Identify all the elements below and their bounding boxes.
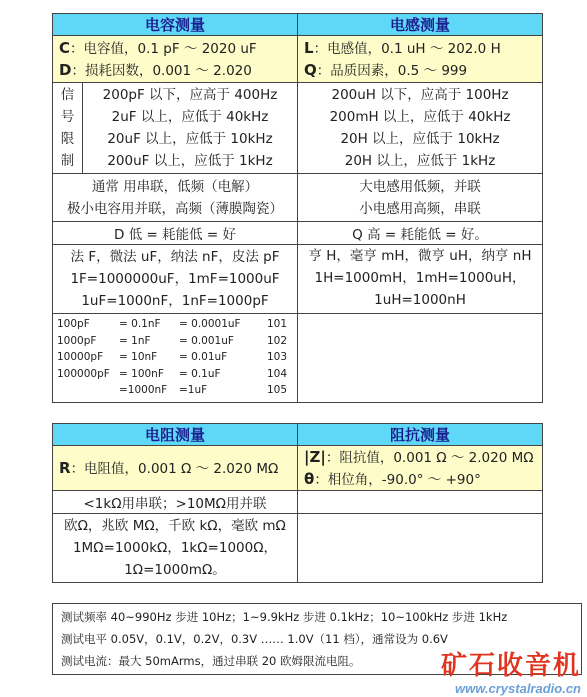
ind-limit: 20H 以上，应低于 10kHz — [340, 131, 500, 147]
code-row — [53, 382, 297, 399]
cap-quality: D 低 = 耗能低 = 好 — [53, 222, 298, 245]
ind-key-l: L — [304, 39, 314, 57]
code-cell: = 0.0001uF — [179, 318, 241, 330]
cap-mode — [53, 174, 298, 222]
signal-limit-label — [53, 83, 83, 174]
res-mode: <1kΩ用串联；>10MΩ用并联 — [53, 491, 298, 514]
watermark-url: www.crystalradio.cn — [455, 681, 581, 696]
ind-quality-note: Q 高 = 耗能低 = 好。 — [298, 222, 543, 245]
ind-limit: 200mH 以上，应低于 40kHz — [329, 109, 511, 125]
ind-unit-line: 1uH=1000nH — [374, 292, 466, 308]
ind-limit: 200uH 以下，应高于 100Hz — [331, 87, 509, 103]
code-cell: = 100nF — [119, 367, 164, 380]
ind-params — [298, 36, 543, 83]
watermark-name: 矿石收音机 — [440, 651, 581, 681]
ind-key-q: Q — [304, 61, 317, 79]
cap-code-table — [53, 314, 298, 403]
ind-units — [298, 245, 543, 314]
cap-key-c: C — [59, 39, 71, 57]
code-cell: 101 — [266, 318, 287, 330]
cap-unit-line: 法 F，微法 uF，纳法 nF，皮法 pF — [70, 249, 280, 265]
label-char: 制 — [60, 153, 75, 169]
cap-dissipation: ：损耗因数，0.001 ～ 2.020 — [71, 63, 252, 79]
code-cell: = 0.1uF — [179, 367, 221, 380]
cap-limit: 2uF 以上，应低于 40kHz — [111, 109, 269, 125]
res-unit-line: 欧Ω，兆欧 MΩ，千欧 kΩ，毫欧 mΩ — [64, 518, 286, 534]
cap-limit: 200pF 以下，应高于 400Hz — [102, 87, 278, 103]
imp-empty-cell-2 — [298, 514, 543, 583]
ind-mode-line: 大电感用低频，并联 — [359, 178, 481, 195]
cap-unit-line: 1F=1000000uF，1mF=1000uF — [70, 271, 280, 287]
code-cell: 10000pF — [57, 351, 104, 363]
code-cell: = 0.1nF — [119, 318, 161, 330]
ind-range: ：电感值，0.1 uH ～ 202.0 H — [313, 41, 501, 57]
imp-key-z: |Z| — [304, 448, 326, 466]
res-key-r: R — [59, 459, 71, 477]
ind-empty-cell — [298, 314, 543, 403]
res-unit-line: 1MΩ=1000kΩ，1kΩ=1000Ω， — [72, 540, 278, 556]
code-cell: = 0.001uF — [179, 334, 234, 347]
ind-unit-line: 1H=1000mH，1mH=1000uH， — [314, 270, 526, 286]
ind-mode-line: 小电感用高频，串联 — [359, 200, 481, 217]
ind-mode — [298, 174, 543, 222]
cap-units — [53, 245, 298, 314]
code-cell: 100000pF — [57, 367, 110, 380]
code-cell: = 10nF — [119, 351, 158, 363]
lc-table — [52, 13, 543, 403]
imp-phase: ：相位角，-90.0° ～ +90° — [314, 472, 481, 488]
code-cell: =1000nF — [119, 384, 168, 396]
code-row — [53, 349, 297, 366]
res-params — [53, 446, 298, 491]
imp-params — [298, 446, 543, 491]
res-range: ：电阻值，0.001 Ω ～ 2.020 MΩ — [70, 461, 279, 477]
cap-header: 电容测量 — [53, 14, 298, 36]
ind-header: 电感测量 — [298, 14, 543, 36]
imp-empty-cell-1 — [298, 491, 543, 514]
cap-range: ：电容值，0.1 pF ～ 2020 uF — [70, 41, 257, 57]
note-current: 测试电流：最大 50mArms，通过串联 20 欧姆限流电阻。 — [61, 654, 361, 668]
watermark — [441, 651, 581, 697]
code-cell: = 0.01uF — [179, 351, 228, 363]
cap-mode-line: 通常 用串联，低频（电解） — [91, 178, 259, 195]
code-cell: =1uF — [179, 384, 208, 396]
code-cell: 100pF — [57, 318, 90, 330]
code-row — [53, 333, 297, 350]
res-units — [53, 514, 298, 583]
code-row — [53, 366, 297, 383]
label-char: 号 — [60, 109, 75, 125]
cap-key-d: D — [59, 61, 72, 79]
code-row — [53, 316, 297, 333]
cap-limit: 20uF 以上，应低于 10kHz — [107, 131, 273, 147]
ind-limit: 20H 以上，应低于 1kHz — [344, 153, 496, 169]
ind-quality: ：品质因素，0.5 ～ 999 — [316, 63, 468, 79]
label-char: 限 — [60, 131, 75, 147]
code-cell: 1000pF — [57, 334, 97, 347]
cap-limits — [83, 83, 298, 174]
note-frequency: 测试频率 40~990Hz 步进 10Hz；1~9.9kHz 步进 0.1kHz；10~100kHz 步进 1kHz — [61, 610, 508, 624]
code-cell: 105 — [266, 384, 287, 396]
imp-range: ：阻抗值，0.001 Ω ～ 2.020 MΩ — [325, 450, 534, 466]
cap-params — [53, 36, 298, 83]
imp-key-theta: θ — [304, 470, 315, 488]
code-cell: = 1nF — [119, 334, 151, 347]
ind-limits — [298, 83, 543, 174]
cap-limit: 200uF 以上，应低于 1kHz — [107, 153, 273, 169]
code-cell: 104 — [266, 367, 287, 380]
label-char: 信 — [60, 87, 75, 103]
cap-unit-line: 1uF=1000nF，1nF=1000pF — [81, 293, 269, 309]
res-header: 电阻测量 — [53, 424, 298, 446]
rz-table — [52, 423, 543, 583]
note-level: 测试电平 0.05V，0.1V，0.2V，0.3V …… 1.0V（11 档），通常设为 0.6V — [61, 632, 448, 646]
code-cell — [57, 382, 119, 399]
code-cell: 102 — [266, 334, 287, 347]
ind-unit-line: 亨 H，毫亨 mH，微亨 uH，纳亨 nH — [308, 248, 532, 264]
cap-mode-line: 极小电容用并联，高频（薄膜陶瓷） — [67, 200, 283, 217]
imp-header: 阻抗测量 — [298, 424, 543, 446]
code-cell: 103 — [266, 351, 287, 363]
res-unit-line: 1Ω=1000mΩ。 — [124, 562, 226, 578]
